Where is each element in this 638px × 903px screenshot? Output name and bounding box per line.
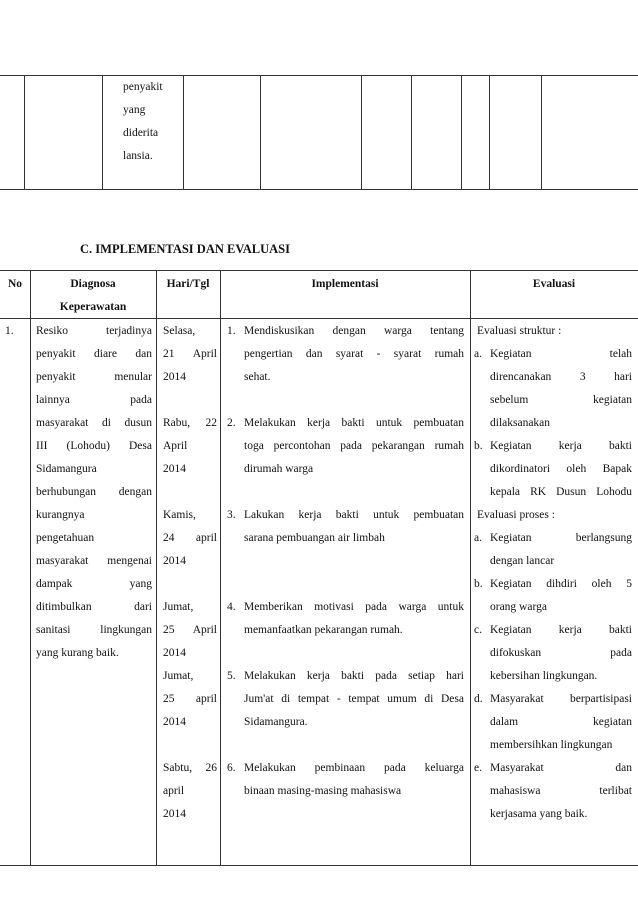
text-line: kebersihan lingkungan. [490, 670, 598, 682]
item-letter: d. [474, 693, 483, 705]
item-text [244, 757, 464, 803]
text-line: penyakit menular [36, 371, 152, 383]
date-line: Kamis, [163, 509, 196, 521]
date-block [163, 596, 217, 665]
item-number: 3. [227, 509, 236, 521]
text-line: memanfaatkan pekarangan rumah. [244, 624, 403, 636]
text-line: dirumah warga [244, 463, 314, 475]
text-line: diderita [123, 127, 159, 139]
date-block [163, 757, 217, 826]
date-line: 2014 [163, 463, 186, 475]
item-number: 4. [227, 601, 236, 613]
date-line: Jumat, [163, 670, 194, 682]
text-line: Kegiatan kerja bakti [490, 440, 632, 452]
text-line: Kegiatan berlangsung [490, 532, 632, 544]
item-text [244, 412, 464, 481]
text-line: Sidamangura [36, 463, 97, 475]
text-line: sehat. [244, 371, 271, 383]
date-line: 2014 [163, 716, 186, 728]
item-text [490, 527, 632, 573]
text-line: binaan masing-masing mahasiswa [244, 785, 402, 797]
evaluasi-struktur-title: Evaluasi struktur : [477, 325, 562, 337]
item-text [490, 757, 632, 826]
text-line: dalam kegiatan [490, 716, 632, 728]
continued-cell-text [123, 76, 181, 168]
text-line: Masyarakat berpartisipasi [490, 693, 632, 705]
text-line: Kegiatan dihdiri oleh 5 [490, 578, 632, 590]
item-text [490, 619, 632, 688]
text-line: kerjasama yang baik. [490, 808, 588, 820]
header-hari-tgl: Hari/Tgl [166, 278, 210, 290]
evaluasi-proses-title: Evaluasi proses : [477, 509, 555, 521]
item-text [244, 320, 464, 389]
item-text [244, 596, 464, 642]
item-letter: b. [474, 578, 483, 590]
text-line: yang kurang baik. [36, 647, 119, 659]
date-block [163, 665, 217, 734]
date-line: Sabtu, 26 [163, 762, 217, 774]
text-line: sanitasi lingkungan [36, 624, 152, 636]
date-line: April [163, 440, 188, 452]
text-line: direncanakan 3 hari [490, 371, 632, 383]
text-line: yang [123, 104, 146, 116]
text-line: Melakukan kerja bakti pada setiap hari [244, 670, 464, 682]
date-line: 25 april [163, 693, 217, 705]
text-line: Kegiatan telah [490, 348, 632, 360]
text-line: difokuskan pada [490, 647, 632, 659]
text-line: dengan lancar [490, 555, 555, 567]
date-line: Rabu, 22 [163, 417, 217, 429]
text-line: Masyarakat dan [490, 762, 632, 774]
item-text [490, 343, 632, 435]
item-number: 1. [227, 325, 236, 337]
date-line: 2014 [163, 808, 186, 820]
date-line: april [163, 785, 185, 797]
text-line: dikordinatori oleh Bapak [490, 463, 632, 475]
item-text [244, 504, 464, 550]
text-line: dilaksanakan [490, 417, 551, 429]
text-line: kurangnya [36, 509, 85, 521]
text-line: membersihkan lingkungan [490, 739, 613, 751]
text-line: III (Lohodu) Desa [36, 440, 152, 452]
row-number: 1. [5, 325, 14, 337]
text-line: masyarakat di dusun [36, 417, 152, 429]
item-letter: a. [474, 348, 482, 360]
date-line: 2014 [163, 647, 186, 659]
text-line: Jum'at di tempat - tempat umum di Desa [244, 693, 464, 705]
text-line: mahasiswa terlibat [490, 785, 632, 797]
item-letter: b. [474, 440, 483, 452]
item-text [490, 573, 632, 619]
text-line: Memberikan motivasi pada warga untuk [244, 601, 464, 613]
text-line: toga percontohan pada pekarangan rumah [244, 440, 464, 452]
date-line: Selasa, [163, 325, 196, 337]
text-line: orang warga [490, 601, 547, 613]
text-line: pengertian dan syarat - syarat rumah [244, 348, 464, 360]
header-evaluasi: Evaluasi [532, 278, 576, 290]
date-line: Jumat, [163, 601, 194, 613]
text-line: dampak yang [36, 578, 152, 590]
item-text [490, 435, 632, 504]
item-letter: e. [474, 762, 482, 774]
text-line: Lakukan kerja bakti untuk pembuatan [244, 509, 464, 521]
item-letter: c. [474, 624, 482, 636]
header-diagnosa: Diagnosa [70, 278, 116, 290]
date-line: 2014 [163, 555, 186, 567]
text-line: ditimbulkan dari [36, 601, 152, 613]
date-line: 21 April [163, 348, 217, 360]
item-text [490, 688, 632, 757]
item-text [244, 665, 464, 734]
text-line: Melakukan pembinaan pada keluarga [244, 762, 464, 774]
date-line: 2014 [163, 371, 186, 383]
text-line: sebelum kegiatan [490, 394, 632, 406]
text-line: lansia. [123, 150, 153, 162]
text-line: lainnya pada [36, 394, 152, 406]
text-line: berhubungan dengan [36, 486, 152, 498]
header-no: No [7, 278, 23, 290]
section-heading: C. IMPLEMENTASI DAN EVALUASI [80, 242, 290, 256]
item-number: 6. [227, 762, 236, 774]
item-number: 5. [227, 670, 236, 682]
diagnosa-cell [36, 320, 152, 665]
text-line: Kegiatan kerja bakti [490, 624, 632, 636]
text-line: Mendiskusikan dengan warga tentang [244, 325, 464, 337]
header-keperawatan: Keperawatan [59, 301, 127, 313]
text-line: pengetahuan [36, 532, 95, 544]
header-implementasi: Implementasi [311, 278, 379, 290]
text-line: penyakit [123, 81, 163, 93]
date-line: 25 April [163, 624, 217, 636]
text-line: Resiko terjadinya [36, 325, 152, 337]
text-line: masyarakat mengenai [36, 555, 152, 567]
date-block [163, 412, 217, 481]
text-line: Sidamangura. [244, 716, 308, 728]
date-block [163, 320, 217, 389]
date-block [163, 504, 217, 573]
text-line: penyakit diare dan [36, 348, 152, 360]
text-line: sarana pembuangan air limbah [244, 532, 385, 544]
text-line: kepala RK Dusun Lohodu [490, 486, 632, 498]
item-number: 2. [227, 417, 236, 429]
item-letter: a. [474, 532, 482, 544]
date-line: 24 april [163, 532, 217, 544]
text-line: Melakukan kerja bakti untuk pembuatan [244, 417, 464, 429]
